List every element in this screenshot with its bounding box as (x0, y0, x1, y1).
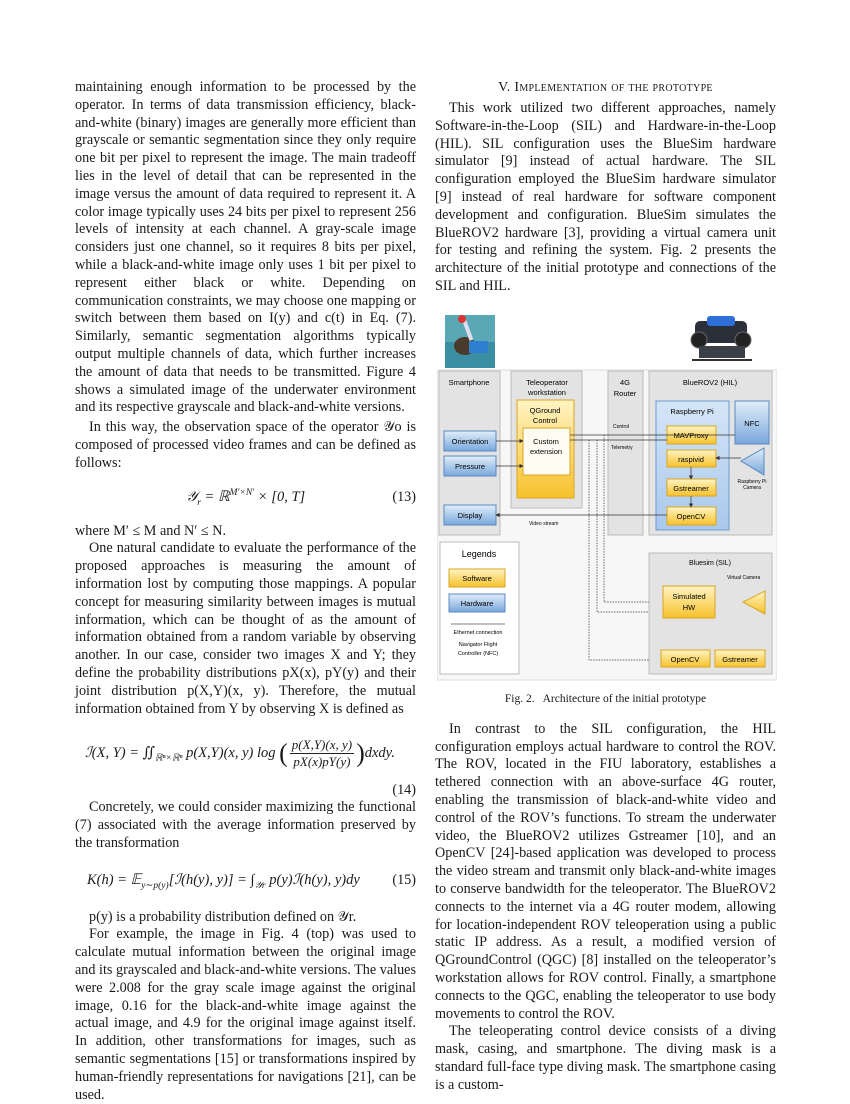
panel-title: Bluesim (SIL) (688, 559, 732, 567)
panel-title: 4G (619, 377, 631, 387)
box-label: OpenCV (676, 511, 706, 521)
eq-term: p(y)ℐ(h(y), y)dy (269, 872, 360, 889)
paragraph: This work utilized two different approaches, namely Software-in-the-Loop (SIL) and Hardware-in-the-Loop (HIL). SIL configuration uses the BlueSim hardware simulator [9] instead of actual hardware. The SIL configuration employed the BlueSim hardware simulator [9] instead of real hardware for software component development and configuration. BlueSim simulates the BlueROV2 hardware [3], providing a virtual camera unit for testing and refining the system. Fig. 2 presents the architecture of the initial prototype and connections of the SIL and HIL. (435, 100, 776, 294)
connection-label: Control (613, 423, 630, 430)
eq-term: 𝒴 (185, 489, 198, 506)
equation-body (85, 737, 395, 770)
panel-title: Teleoperator (526, 377, 568, 387)
eq-term: ℝⁿ×ℝⁿ (155, 753, 183, 764)
eq-term: r (197, 497, 201, 508)
eq-term: p(X,Y)(x, y) log (186, 744, 276, 761)
section-heading: V. Implementation of the prototype (498, 80, 713, 95)
equation-15 (75, 853, 416, 909)
right-column (435, 79, 776, 1095)
legend-label: Navigator Flight (458, 641, 498, 648)
box-label: QGround (529, 405, 561, 415)
paren: ( (279, 738, 288, 768)
camera-label: Camera (743, 484, 761, 491)
equation-14 (75, 724, 416, 782)
box-label: Raspberry Pi (670, 406, 714, 416)
eq-term: [ℐ(h(y), y)] = ∫ (168, 872, 255, 889)
camera-label: Virtual Camera (727, 574, 761, 581)
legend-title: Legends (461, 548, 497, 559)
paragraph: where M′ ≤ M and N′ ≤ N. (75, 522, 227, 539)
box-label: Pressure (454, 461, 486, 471)
legend-label: Controller (NFC) (457, 650, 499, 657)
numerator: p(X,Y)(x, y) (291, 736, 353, 752)
architecture-diagram (437, 308, 777, 683)
panel-title: Router (613, 388, 637, 398)
box-label: Simulated (672, 591, 706, 601)
box-label: Gstreamer (722, 654, 758, 664)
connection-label: Telemetry (611, 444, 633, 451)
left-column (75, 79, 416, 1104)
paragraph: One natural candidate to evaluate the performance of the proposed approaches is measuring the amount of information lost by computing those mappings. A popular concept for measuring similarity between images is mutual information, which can be thought of as the amount of information obtained from a random variable by observing another. In our case, consider two images X and Y; they define the probability distributions pX(x), pY(y) and their joint distribution p(X,Y)(x, y). Therefore, the mutual information obtained from Y by observing X is defined as (75, 540, 416, 717)
eq-term: ℐ(X, Y) = ∬ (85, 744, 156, 761)
paragraph: In this way, the observation space of the operator 𝒴o is composed of processed video frames and can be defined as follows: (75, 419, 416, 471)
eq-term: 𝒴r (254, 881, 266, 892)
box-label: Orientation (451, 436, 489, 446)
equation-body (87, 872, 360, 892)
connection-label: Video stream (529, 520, 559, 527)
box-label: HW (682, 602, 696, 612)
paren: ) (356, 738, 365, 768)
panel-title: workstation (528, 387, 566, 397)
legend-label: Software (462, 573, 492, 583)
box-label: Custom (533, 436, 559, 446)
eq-term: × [0, T] (254, 489, 306, 506)
box-label: MAVProxy (673, 430, 709, 440)
denominator: pX(x)pY(y) (293, 753, 351, 769)
figure-caption: Fig. 2. Architecture of the initial prototype (504, 692, 707, 705)
box-label: Gstreamer (673, 483, 709, 493)
box-label: Display (457, 510, 483, 520)
camera-label: Raspberry Pi (737, 478, 767, 485)
legend-label: Hardware (460, 598, 494, 608)
panel-title: BlueROV2 (HIL) (682, 377, 738, 387)
eq-term: dxdy. (364, 744, 395, 761)
panel-title: Smartphone (448, 377, 490, 387)
box-label: Control (532, 415, 558, 425)
paragraph: The teleoperating control device consists of a diving mask, casing, and smartphone. The diving mask is a standard full-face type diving mask. The smartphone casing is a custom- (435, 1023, 776, 1093)
box-label: raspivid (678, 454, 704, 464)
simulated-hw-box (663, 586, 715, 618)
equation-number: (14) (392, 782, 416, 799)
eq-term: K(h) = 𝔼 (87, 872, 142, 889)
box-label: NFC (744, 418, 760, 428)
equation-13 (75, 473, 416, 523)
equation-number: (15) (392, 872, 416, 889)
equation-body (186, 489, 305, 506)
paragraph: p(y) is a probability distribution defined on 𝒴r. (89, 908, 357, 925)
paragraph: For example, the image in Fig. 4 (top) was used to calculate mutual information between the original image and its grayscaled and black-and-white versions. The values were 2.008 for the gray scale image against the original image, 0.16 for the black-and-white image against the actual image, and 4.9 for the original image against itself. In addition, other transformations for images, such as semantic segmentations [15] or transformations inspired by human-friendly representations for navigations [21], can be used. (75, 926, 416, 1103)
diver-photo (445, 315, 495, 368)
paragraph: In contrast to the SIL configuration, the HIL configuration employs actual hardware to control the ROV. The ROV, located in the FIU laboratory, establishes a tethered connection with an above-surface 4G router, enabling the transmission of black-and-white video and control of the ROV’s functions. To stream the underwater video, the BlueROV2 utilizes Gstreamer [10], and an OpenCV [24]-based application was developed to process the video stream and transmit only black-and-white images to conserve bandwidth for the teleoperator. The BlueROV2 connects to the internet via a 4G router modem, allowing for location-independent ROV teleoperation using a public static IP address. As a result, a modified version of QGroundControl (QGC) [8] installed on the teleoperator’s workstation allows for ROV control. Finally, a smartphone connects to the QGC, enabling the teleoperator to use body movements to control the ROV. (435, 720, 776, 1022)
paragraph: maintaining enough information to be processed by the operator. In terms of data transmission efficiency, black-and-white (binary) images are generally more efficient than grayscale or semantic segmentation since they only require one bit per pixel to represent the image. The main tradeoff lies in the level of detail that can be represented in the image versus the amount of data required to represent it. A color image typically uses 24 bits per pixel to represent 256 levels of intensity at each channel. A gray-scale image considers just one channel, so it requires 8 bits per pixel, while a black-and-white image only uses 1 bit per pixel to represent either black or white. Depending on communication constraints, we may choose one mapping or switch between them based on I(y) and c(t) in Eq. (7). Similarly, semantic segmentation algorithms typically output multiple channels of data, which further increases the amount of data that needs to be transmitted. Figure 4 shows a simulated image of the underwater environment and its respective grayscale and black-and-white versions. (75, 79, 416, 416)
bluerov2-image (691, 316, 752, 360)
legend-label: Ethernet connection (453, 629, 503, 636)
equation-number: (13) (392, 489, 416, 506)
eq-term: M′×N′ (229, 488, 255, 499)
box-label: OpenCV (670, 654, 700, 664)
paragraph: Concretely, we could consider maximizing the functional (7) associated with the average information preserved by the transformation (75, 799, 416, 851)
eq-term: y∼p(y) (141, 881, 169, 892)
eq-term: = ℝ (200, 489, 230, 506)
box-label: extension (529, 446, 563, 456)
fraction (290, 737, 354, 770)
